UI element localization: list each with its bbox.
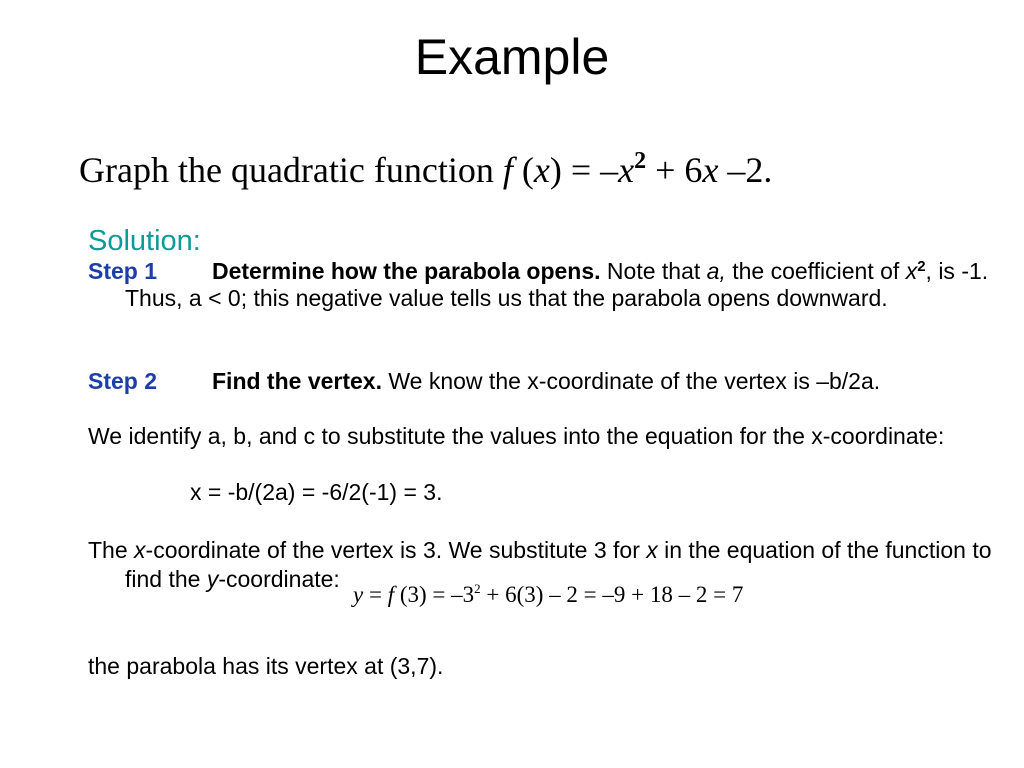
para3-text-1: The [88, 537, 135, 563]
eq2-text-2: (3) = –3 [394, 582, 475, 607]
step2-heading: Find the vertex. [212, 368, 382, 394]
solution-label: Solution: [88, 225, 201, 257]
step1-exponent: 2 [917, 258, 926, 275]
step1-a: a, [706, 258, 726, 284]
vertex-y-equation [353, 581, 743, 609]
para3-text-3: in the equation of the function to find the [125, 537, 992, 592]
problem-statement [79, 142, 772, 198]
problem-paren-open: ( [512, 150, 534, 190]
problem-x-linear: x [702, 150, 719, 190]
step1-paragraph [88, 258, 1024, 312]
step1-heading: Determine how the parabola opens. [212, 258, 601, 284]
identify-paragraph: We identify a, b, and c to substitute the values into the equation for the x-coordinate: [88, 423, 945, 449]
step2-text: We know the x-coordinate of the vertex is –b/2a. [381, 368, 881, 394]
problem-prefix: Graph the quadratic function [79, 150, 503, 190]
step2-paragraph [88, 368, 1024, 395]
problem-exponent: 2 [634, 148, 647, 174]
para3-x1: x [134, 537, 146, 563]
eq2-f: f [387, 582, 395, 607]
step1-label: Step 1 [88, 258, 158, 284]
step1-text-3: , is -1. Thus, a < 0; this negative value tells us that the parabola opens downward. [125, 258, 989, 311]
problem-paren-close: ) = – [549, 150, 619, 190]
para3-y: y [206, 566, 219, 592]
problem-plus: + 6 [646, 150, 703, 190]
vertex-x-formula: x = -b/(2a) = -6/2(-1) = 3. [190, 479, 443, 505]
step2-label: Step 2 [88, 368, 158, 394]
eq2-text-1: = [363, 582, 388, 607]
problem-tail: –2. [718, 150, 773, 190]
eq2-exponent: 2 [474, 581, 481, 596]
problem-f: f [502, 150, 513, 190]
step1-text-1: Note that [600, 258, 707, 284]
conclusion-text: the parabola has its vertex at (3,7). [88, 653, 444, 679]
para3-x2: x [646, 537, 658, 563]
problem-x: x [533, 150, 550, 190]
para3-text-2: -coordinate of the vertex is 3. We substitute 3 for [145, 537, 647, 563]
step1-text-2: the coefficient of [725, 258, 906, 284]
eq2-text-3: + 6(3) – 2 = –9 + 18 – 2 = 7 [480, 582, 744, 607]
slide-title: Example [414, 29, 610, 85]
para3-text-4: -coordinate: [218, 566, 340, 592]
eq2-y: y [353, 582, 364, 607]
step1-x: x [905, 258, 918, 284]
problem-x-squared: x [618, 150, 635, 190]
